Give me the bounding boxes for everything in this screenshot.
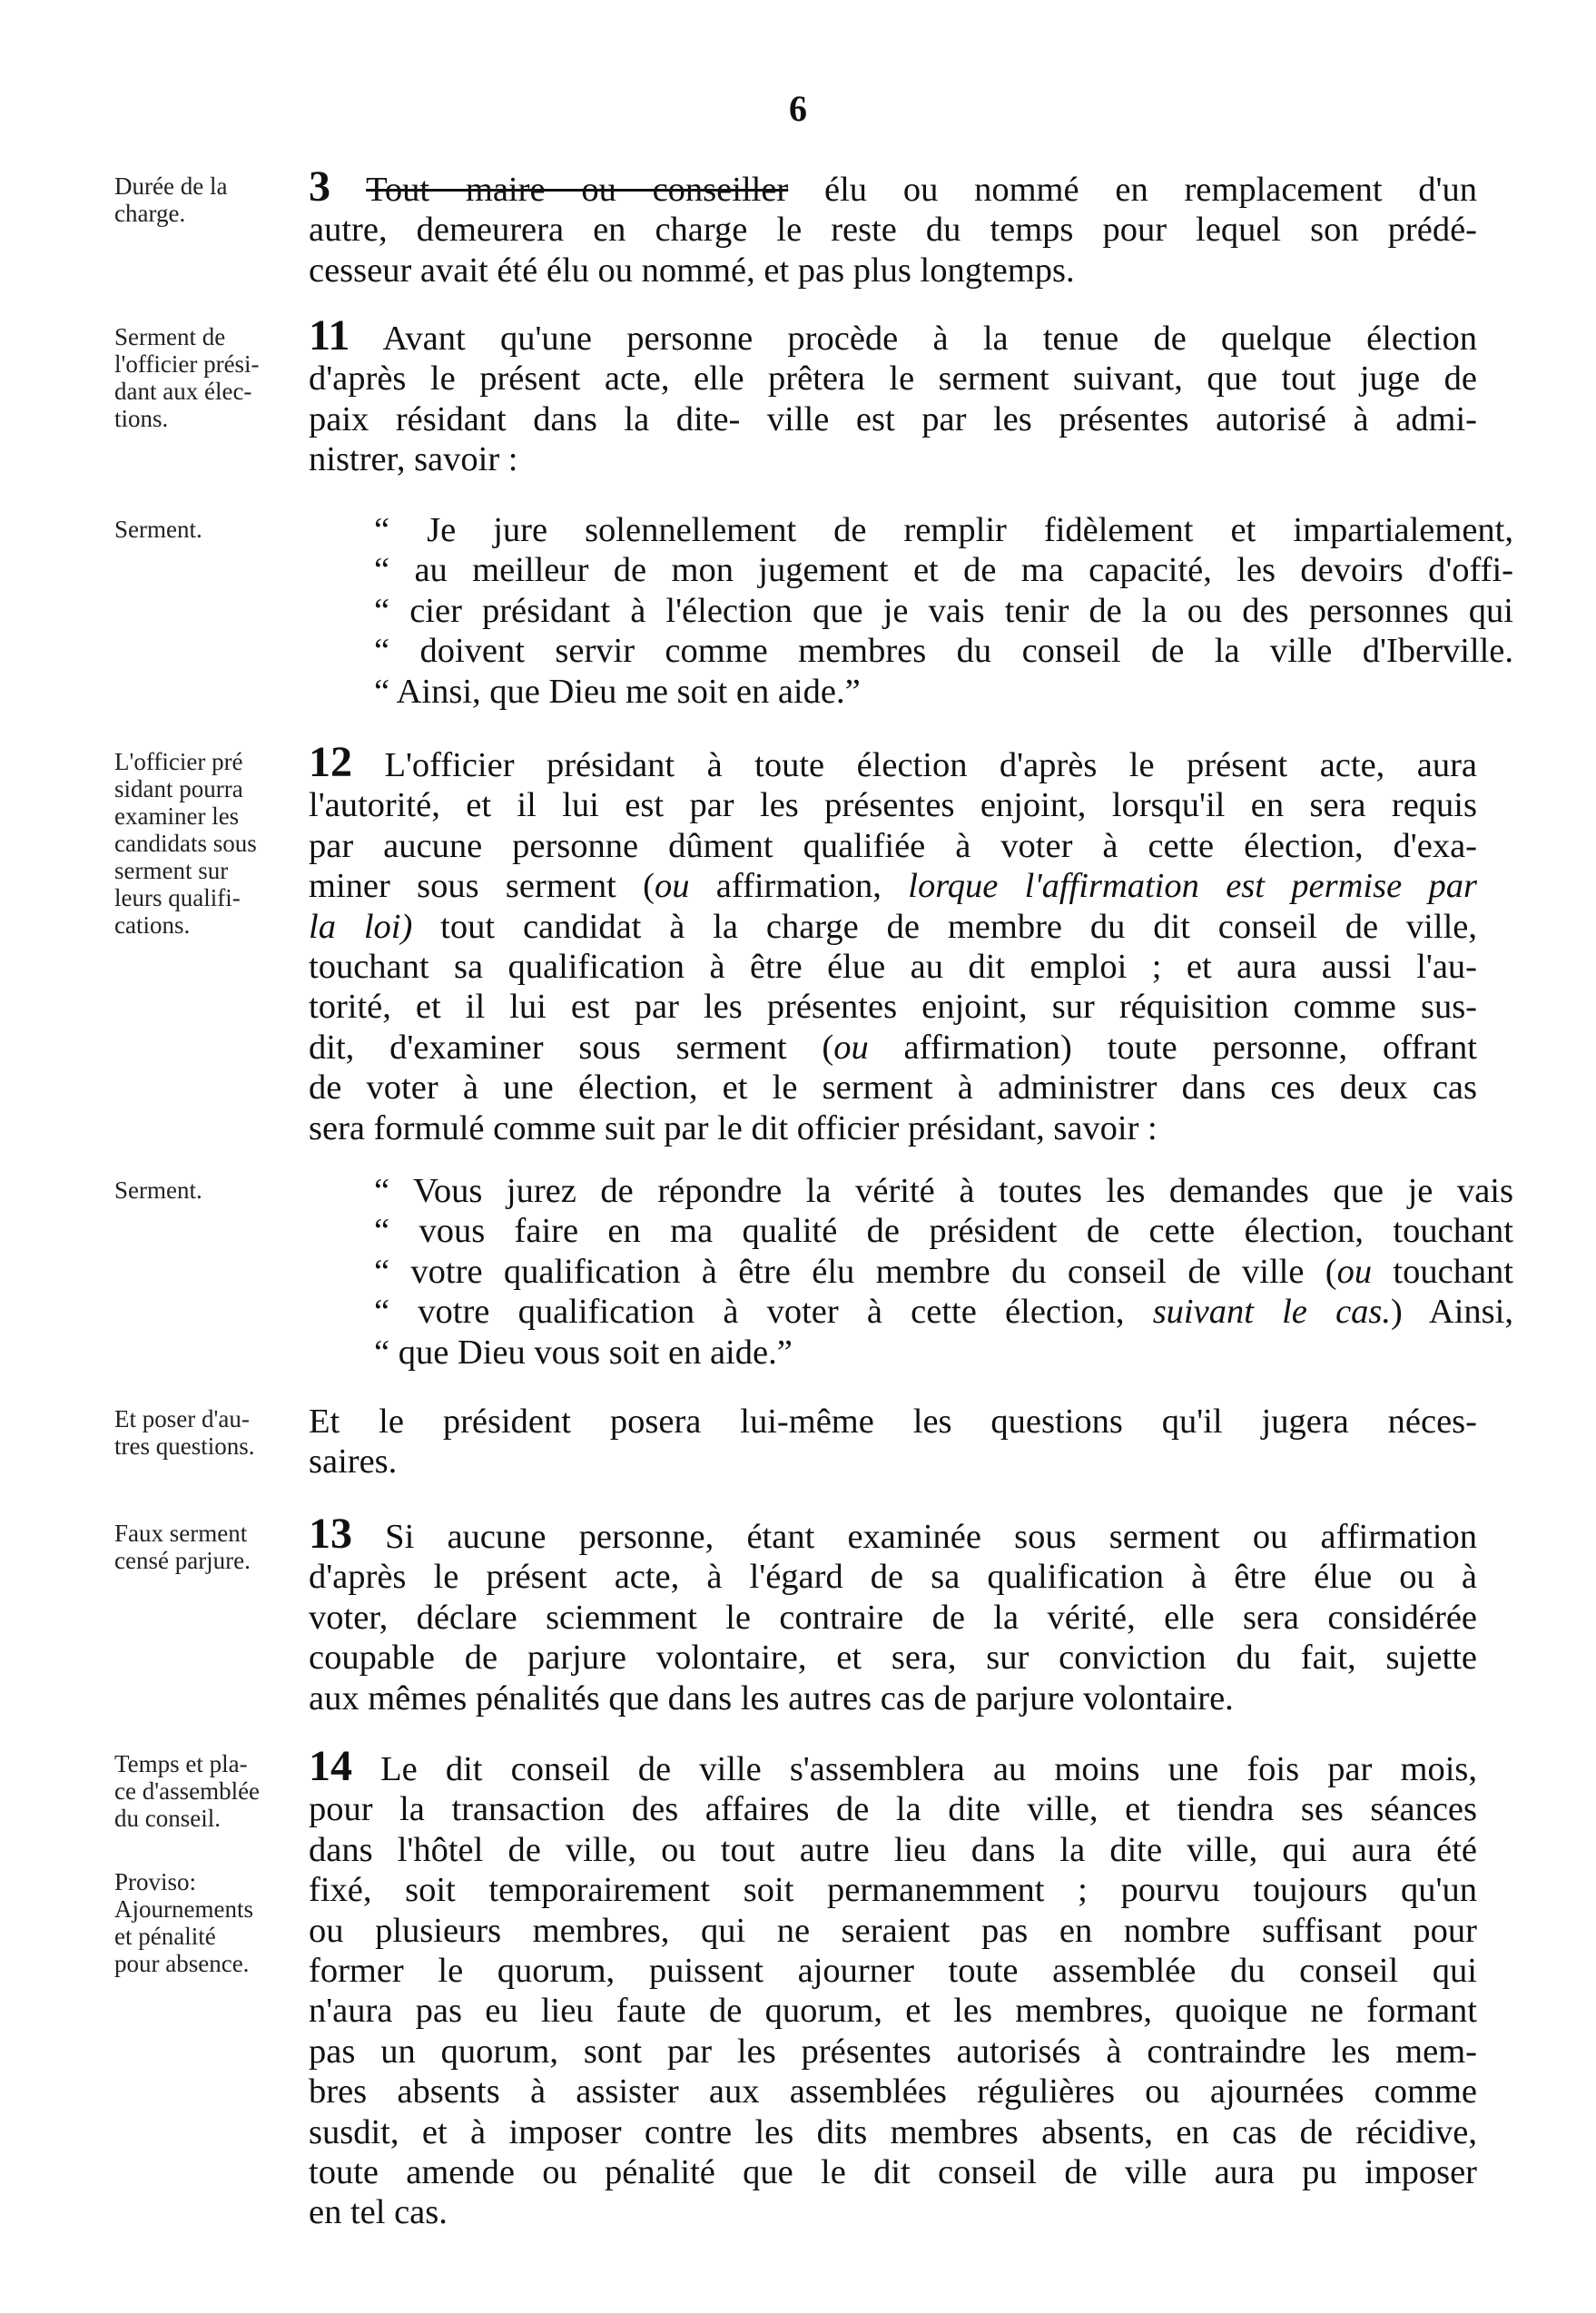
text-line: “ vous faire en ma qualité de président de cette élection, touchant [374, 1212, 1513, 1251]
margin-note-line: et pénalité [114, 1923, 216, 1950]
text-line: dans l'hôtel de ville, ou tout autre lieu dans la dite ville, qui aura été [309, 1830, 1477, 1869]
section-text [309, 1514, 1477, 1718]
text-fragment: touchant [1372, 1252, 1513, 1291]
italic-fragment: suivant le cas. [1152, 1293, 1392, 1332]
text-line: paix résidant dans la dite- ville est par les présentes autorisé à admi- [309, 399, 1477, 438]
text-fragment: “ votre qualification à voter à cette élection, [374, 1293, 1153, 1332]
text-fragment: “ votre qualification à être élu membre du conseil de ville ( [374, 1252, 1337, 1291]
margin-note-line: Durée de la [114, 172, 228, 200]
text-line: “ Je jure solennellement de remplir fidèlement et impartialement, [374, 511, 1513, 549]
text-line: par aucune personne dûment qualifiée à voter à cette élection, d'exa- [309, 826, 1477, 865]
text-fragment: dit, d'examiner sous serment ( [309, 1028, 834, 1067]
text-fragment: ) Ainsi, [1391, 1293, 1513, 1332]
section-number: 13 [309, 1514, 352, 1558]
text-line [309, 743, 1477, 785]
struck-text: Tout maire ou conseiller [366, 171, 789, 209]
text-line: toute amende ou pénalité que le dit conseil de ville aura pu imposer [309, 2153, 1477, 2192]
text-fragment: affirmation, [689, 867, 909, 906]
margin-note-line: dant aux élec- [114, 378, 252, 405]
text-line [309, 1747, 1477, 1789]
text-line: “ que Dieu vous soit en aide.” [374, 1333, 793, 1372]
section-text [309, 1402, 1477, 1482]
text-line [309, 316, 1477, 359]
margin-note [114, 748, 300, 939]
text-line: susdit, et à imposer contre les dits membres absents, en cas de récidive, [309, 2112, 1477, 2151]
italic-fragment: lorque l'affirmation est permise par [908, 867, 1477, 906]
text-fragment: Le dit conseil de ville s'assemblera au moins une fois par mois, [352, 1750, 1477, 1788]
text-line [309, 866, 1477, 906]
text-line: de voter à une élection, et le serment à administrer dans ces deux cas [309, 1068, 1477, 1107]
margin-note-line: L'officier pré [114, 748, 243, 775]
margin-note-line: serment sur [114, 857, 229, 884]
text-line: ou plusieurs membres, qui ne seraient pas en nombre suffisant pour [309, 1911, 1477, 1950]
margin-note-line: Serment. [114, 1176, 202, 1204]
text-line: cesseur avait été élu ou nommé, et pas plus longtemps. [309, 251, 1075, 290]
text-line [309, 1028, 1477, 1068]
margin-note-line: l'officier prési- [114, 350, 260, 378]
section-number: 12 [309, 743, 352, 786]
margin-note-line: ce d'assemblée [114, 1777, 261, 1805]
text-line: fixé, soit temporairement soit permanemment ; pourvu toujours qu'un [309, 1871, 1477, 1910]
margin-note-line: tions. [114, 405, 169, 432]
text-line: “ Ainsi, que Dieu me soit en aide.” [374, 672, 861, 711]
text-line [374, 1252, 1513, 1292]
text-line: en tel cas. [309, 2193, 448, 2232]
page-number: 6 [789, 88, 807, 129]
italic-fragment: ou [1336, 1252, 1373, 1291]
margin-note-line: Serment. [114, 516, 202, 543]
oath-text [338, 510, 1513, 712]
margin-note-line: tres questions. [114, 1432, 255, 1460]
text-fragment: tout candidat à la charge de membre du dit conseil de ville, [412, 907, 1477, 946]
text-line: d'après le présent acte, à l'égard de sa qualification à être élue ou à [309, 1558, 1477, 1597]
margin-note-line: Faux serment [114, 1520, 248, 1547]
margin-note [114, 1176, 300, 1204]
margin-note-proviso [114, 1868, 300, 1977]
text-fragment: élu ou nommé en remplacement d'un [788, 171, 1477, 209]
text-line: aux mêmes pénalités que dans les autres cas de parjure volontaire. [309, 1678, 1234, 1718]
text-line: nistrer, savoir : [309, 440, 518, 479]
text-line [309, 1514, 1477, 1557]
text-line: sera formulé comme suit par le dit officier présidant, savoir : [309, 1108, 1158, 1147]
margin-note-line: cations. [114, 911, 191, 939]
text-line: Et le président posera lui-même les questions qu'il jugera néces- [309, 1403, 1477, 1441]
section-text [309, 316, 1477, 480]
text-fragment: L'officier présidant à toute élection d'après le présent acte, aura [352, 746, 1477, 784]
text-line: “ Vous jurez de répondre la vérité à toutes les demandes que je vais [374, 1172, 1513, 1210]
italic-fragment: ou [654, 867, 690, 906]
margin-note [114, 1520, 300, 1574]
text-line: pas un quorum, sont par les présentes autorisés à contraindre les mem- [309, 2032, 1477, 2071]
section-text [309, 1747, 1477, 2233]
text-fragment: Avant qu'une personne procède à la tenue de quelque élection [350, 320, 1477, 358]
margin-note [114, 1405, 300, 1460]
margin-note-line: examiner les [114, 802, 240, 830]
margin-note-line: Proviso: [114, 1868, 197, 1895]
margin-note-line: censé parjure. [114, 1547, 251, 1574]
margin-note-line: du conseil. [114, 1805, 221, 1832]
section-number: 14 [309, 1747, 352, 1790]
section-text [309, 167, 1477, 290]
text-line: voter, déclare sciemment le contraire de la vérité, elle sera considérée [309, 1598, 1477, 1637]
text-line: touchant sa qualification à être élue au dit emploi ; et aura aussi l'au- [309, 948, 1477, 987]
margin-note [114, 516, 300, 543]
section-text [309, 743, 1477, 1148]
text-line: “ doivent servir comme membres du conseil de la ville d'Iberville. [374, 632, 1513, 671]
margin-note [114, 1750, 300, 1832]
section-number: 11 [309, 316, 350, 359]
text-line: “ cier présidant à l'élection que je vais tenir de la ou des personnes qui [374, 591, 1513, 630]
text-line: former le quorum, puissent ajourner toute assemblée du conseil qui [309, 1952, 1477, 1991]
text-fragment: Si aucune personne, étant examinée sous serment ou affirmation [352, 1518, 1477, 1556]
text-line: saires. [309, 1442, 398, 1481]
text-line: l'autorité, et il lui est par les présentes enjoint, lorsqu'il en sera requis [309, 786, 1477, 825]
margin-note-line: pour absence. [114, 1950, 250, 1977]
italic-fragment: la loi) [309, 907, 413, 946]
text-line: pour la transaction des affaires de la dite ville, et tiendra ses séances [309, 1790, 1477, 1829]
text-line: n'aura pas eu lieu faute de quorum, et les membres, quoique ne formant [309, 1992, 1477, 2031]
text-line: torité, et il lui est par les présentes enjoint, sur réquisition comme sus- [309, 988, 1477, 1027]
text-line: coupable de parjure volontaire, et sera, sur conviction du fait, sujette [309, 1639, 1477, 1678]
text-fragment: miner sous serment ( [309, 867, 655, 906]
text-line [374, 1292, 1513, 1332]
margin-note [114, 323, 300, 432]
text-fragment: affirmation) toute personne, offrant [868, 1028, 1477, 1067]
margin-note-line: sidant pourra [114, 775, 243, 802]
margin-note [114, 172, 300, 227]
margin-note-line: Ajournements [114, 1895, 253, 1923]
section-number: 3 [309, 167, 330, 211]
margin-note-line: Et poser d'au- [114, 1405, 250, 1432]
margin-note-line: leurs qualifi- [114, 884, 241, 911]
margin-note-line: Temps et pla- [114, 1750, 248, 1777]
margin-note-line: charge. [114, 200, 186, 227]
text-line: d'après le présent acte, elle prêtera le serment suivant, que tout juge de [309, 359, 1477, 399]
text-line: “ au meilleur de mon jugement et de ma capacité, les devoirs d'offi- [374, 551, 1513, 590]
oath-text [338, 1171, 1513, 1373]
text-line: autre, demeurera en charge le reste du temps pour lequel son prédé- [309, 211, 1477, 250]
margin-note-line: Serment de [114, 323, 226, 350]
italic-fragment: ou [833, 1028, 869, 1067]
text-line: bres absents à assister aux assemblées régulières ou ajournées comme [309, 2072, 1477, 2111]
text-line [309, 907, 1477, 947]
margin-note-line: candidats sous [114, 830, 257, 857]
text-line [309, 167, 1477, 210]
